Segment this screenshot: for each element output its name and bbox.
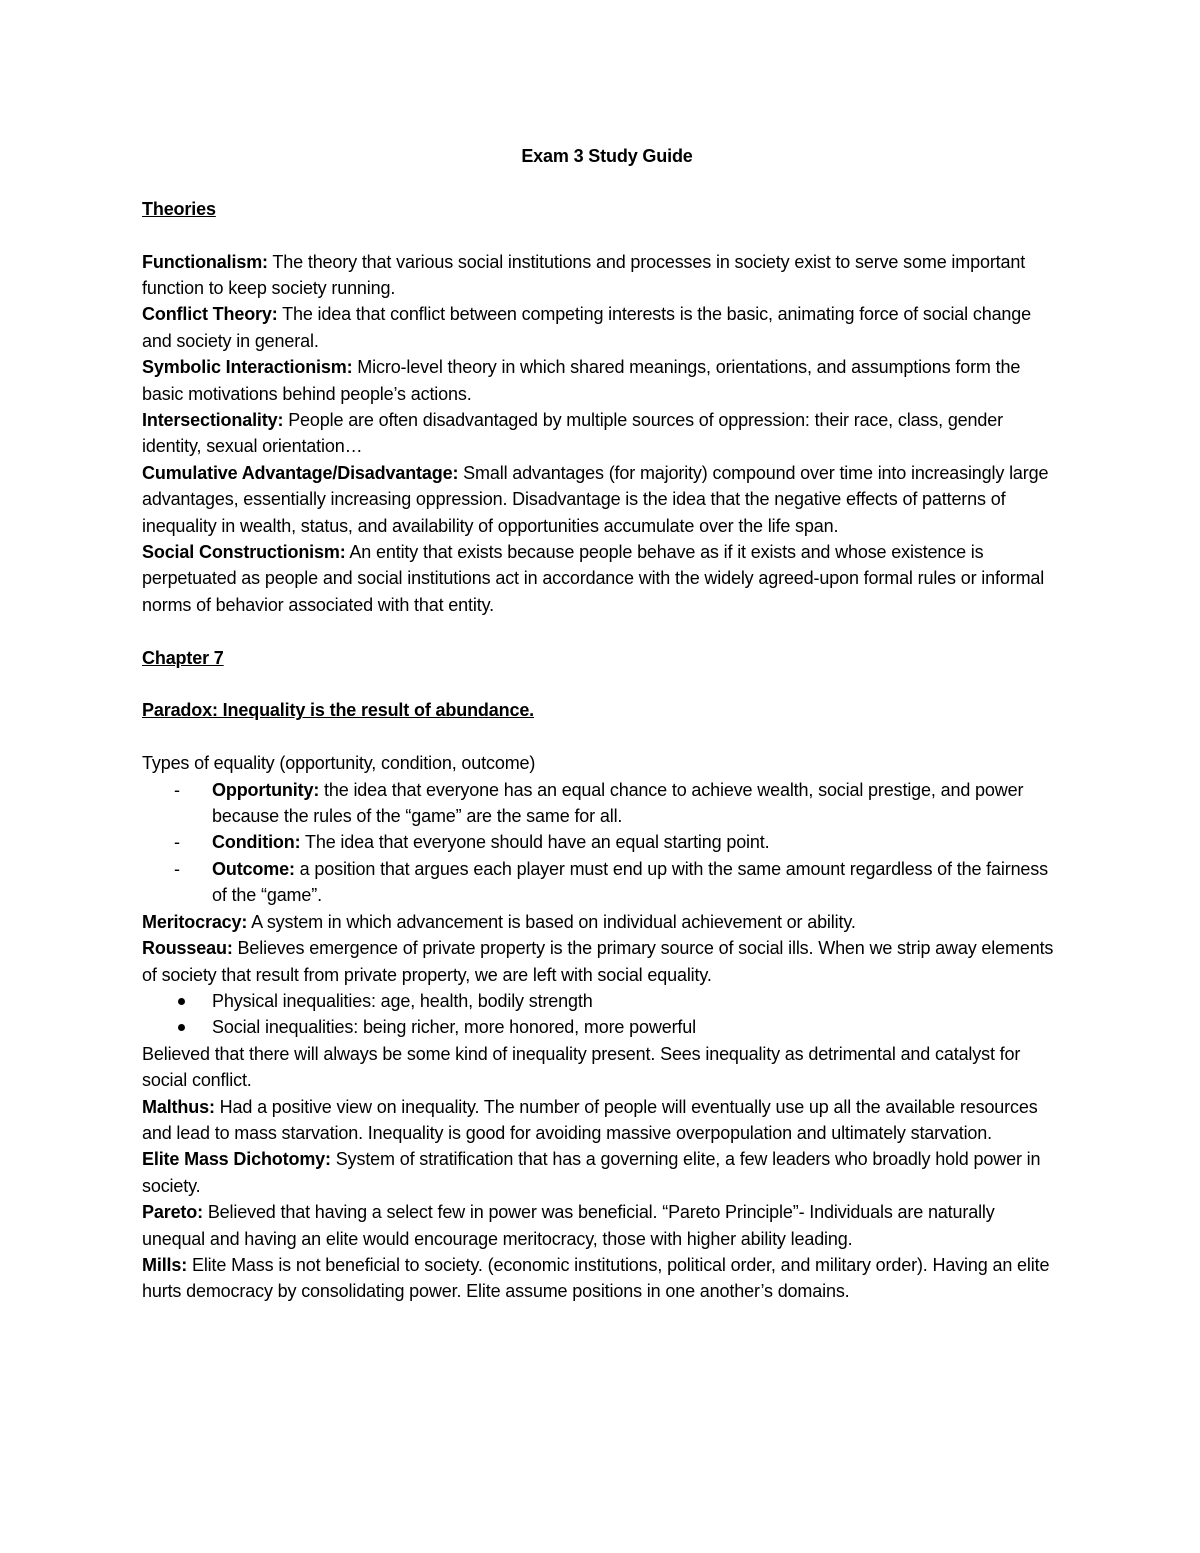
document-title: Exam 3 Study Guide [521,146,693,166]
list-item [142,829,1062,855]
definition-text: Small advantages (for majority) compound over time into increasingly large advantages, essentially increasing oppression. Disadvantage is the idea that the negative effects of patterns of inequality in wealth, status, and availability of opportunities accumulate over the life span. [142,462,1049,536]
spacer [142,222,1062,248]
term-label: Mills: [142,1254,188,1275]
definition-text: The idea that everyone should have an equal starting point. [300,832,770,853]
rousseau-conclusion: Believed that there will always be some kind of inequality present. Sees inequality as detrimental and catalyst for social conflict. [142,1043,1021,1091]
term-label: Elite Mass Dichotomy: [142,1149,331,1170]
list-item [142,856,1062,909]
definition-text: A system in which advancement is based on individual achievement or ability. [247,911,856,932]
definition-text: the idea that everyone has an equal chance to achieve wealth, social prestige, and power because the rules of the “game” are the same for all. [212,779,1024,827]
definition-text: The theory that various social institutions and processes in society exist to serve some important function to keep society running. [142,251,1026,298]
definition-rousseau [142,935,1062,988]
bullet-text: Social inequalities: being richer, more honored, more powerful [212,1017,696,1038]
spacer [142,618,1062,644]
equality-types-list [142,777,1062,909]
dash-marker: - [174,779,180,800]
definition-symbolic-interactionism [142,354,1062,407]
definition-text: Micro-level theory in which shared meanings, orientations, and assumptions form the basic motivations behind people’s actions. [142,357,1021,404]
definition-cumulative-advantage [142,460,1062,539]
definition-text: People are often disadvantaged by multiple sources of oppression: their race, class, gender identity, sexual orientation… [142,410,1003,457]
definition-text: a position that argues each player must end up with the same amount regardless of the fairness of the “game”. [212,858,1048,906]
spacer [142,169,1062,195]
term-label: Social Constructionism: [142,542,346,563]
term-label: Pareto: [142,1202,203,1223]
term-label: Outcome: [212,858,295,879]
term-label: Functionalism: [142,251,268,272]
definition-conflict-theory [142,301,1062,354]
section-heading-theories: Theories [142,198,216,219]
definition-meritocracy [142,909,1062,935]
definition-text: System of stratification that has a governing elite, a few leaders who broadly hold power in society. [142,1149,1041,1196]
bullet-text: Physical inequalities: age, health, bodily strength [212,990,593,1011]
definition-functionalism [142,249,1062,302]
list-item [142,1014,1062,1040]
definition-malthus [142,1094,1062,1147]
definition-mills [142,1252,1062,1305]
section-heading-chapter-7: Chapter 7 [142,647,224,668]
list-item [142,988,1062,1014]
definition-text: Elite Mass is not beneficial to society. (economic institutions, political order, and military order). Having an elite hurts democracy by consolidating power. Elite assume positions in one another’s domains. [142,1254,1050,1302]
definition-text: The idea that conflict between competing interests is the basic, animating force of social change and society in general. [142,304,1032,351]
term-label: Opportunity: [212,779,320,800]
spacer [142,724,1062,750]
list-item [142,777,1062,830]
definition-elite-mass-dichotomy [142,1146,1062,1199]
definition-social-constructionism [142,539,1062,618]
types-of-equality-intro: Types of equality (opportunity, condition, outcome) [142,753,536,774]
definition-text: Believes emergence of private property is the primary source of social ills. When we strip away elements of society that result from private property, we are left with social equality. [142,938,1054,985]
term-label: Condition: [212,832,301,853]
bullet-dot-icon [178,1024,185,1031]
term-label: Meritocracy: [142,911,248,932]
term-label: Symbolic Interactionism: [142,357,353,378]
definition-text: Believed that having a select few in power was beneficial. “Pareto Principle”- Individuals are naturally unequal and having an elite would encourage meritocracy, those with higher ability leading. [142,1202,995,1249]
dash-marker: - [174,858,180,879]
term-label: Malthus: [142,1096,215,1117]
spacer [142,671,1062,697]
rousseau-bullet-list [142,988,1062,1041]
definition-text: An entity that exists because people behave as if it exists and whose existence is perpetuated as people and social institutions act in accordance with the widely agreed-upon formal rules or informal norms of behavior associated with that entity. [142,542,1045,615]
document-page [142,143,1062,1305]
term-label: Conflict Theory: [142,304,278,325]
definition-text: Had a positive view on inequality. The number of people will eventually use up all the available resources and lead to mass starvation. Inequality is good for avoiding massive overpopulation and ultimately starvation. [142,1096,1038,1143]
bullet-dot-icon [178,998,185,1005]
definition-intersectionality [142,407,1062,460]
term-label: Cumulative Advantage/Disadvantage: [142,462,459,483]
paradox-heading: Paradox: Inequality is the result of abundance. [142,700,535,721]
dash-marker: - [174,832,180,853]
term-label: Rousseau: [142,938,233,959]
term-label: Intersectionality: [142,410,284,431]
definition-pareto [142,1199,1062,1252]
